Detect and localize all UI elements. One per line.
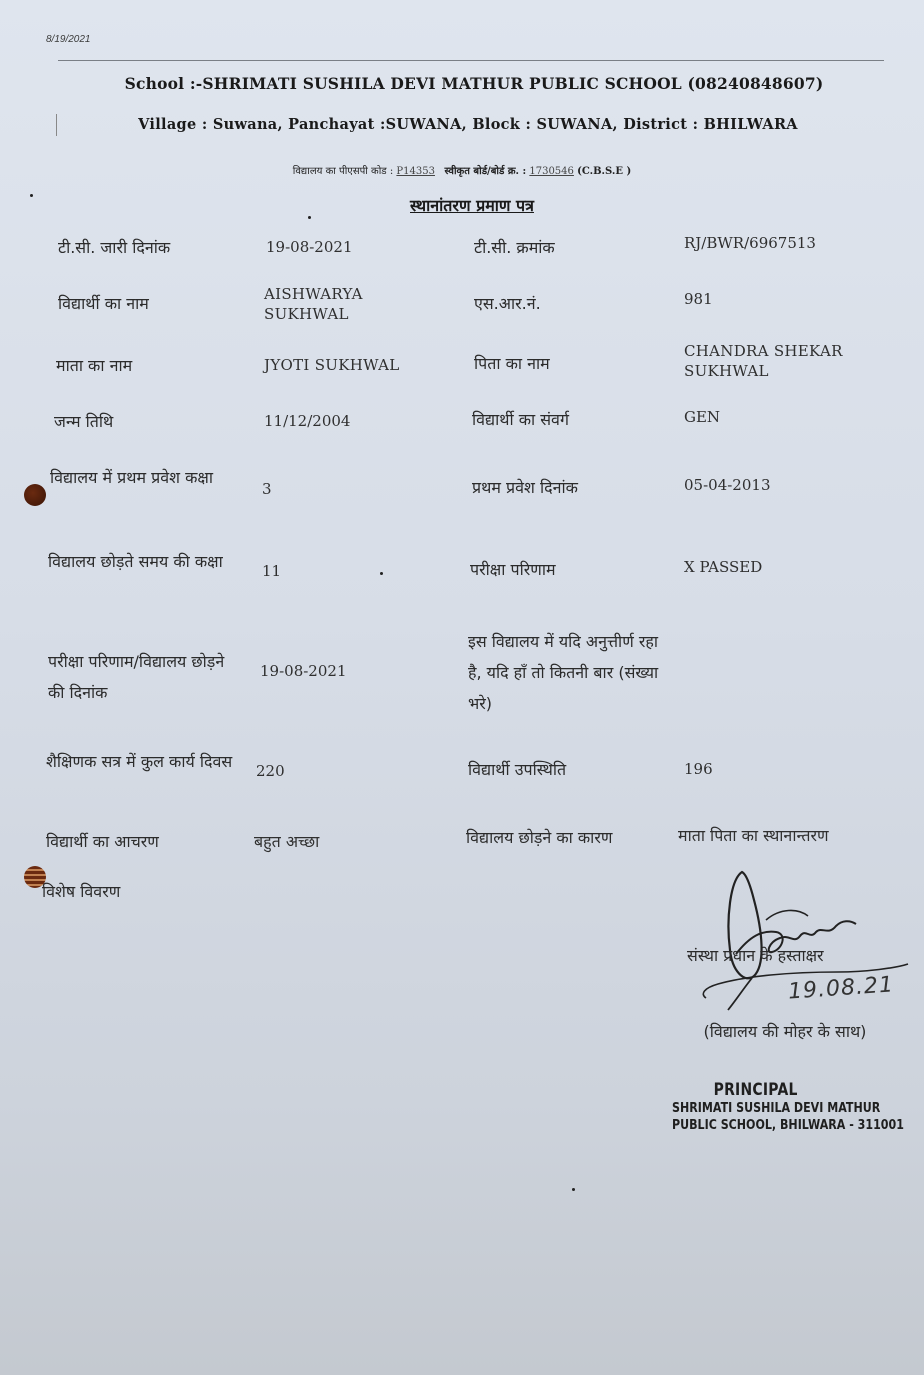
- first-admission-date-label: प्रथम प्रवेश दिनांक: [472, 478, 578, 497]
- school-address-line: Village : Suwana, Panchayat :SUWANA, Block : SUWANA, District : BHILWARA: [138, 116, 798, 133]
- mother-name-value: JYOTI SUKHWAL: [264, 356, 400, 374]
- print-date: 8/19/2021: [46, 34, 91, 45]
- punch-hole-mark: [24, 484, 46, 506]
- stamp-address-line: PUBLIC SCHOOL, BHILWARA - 311001: [672, 1116, 904, 1133]
- attendance-value: 196: [684, 760, 713, 778]
- category-label: विद्यार्थी का संवर्ग: [472, 410, 569, 429]
- board-name: (C.B.S.E ): [577, 166, 632, 177]
- student-name-label: विद्यार्थी का नाम: [58, 294, 149, 313]
- punch-hole-mark: [24, 866, 46, 888]
- father-name-label: पिता का नाम: [474, 354, 550, 373]
- tc-number-value: RJ/BWR/6967513: [684, 234, 816, 252]
- category-value: GEN: [684, 408, 721, 426]
- psp-code-label: विद्यालय का पीएसपी कोड :: [292, 166, 394, 177]
- first-admission-class-value: 3: [262, 480, 272, 498]
- result-leaving-date-label: परीक्षा परिणाम/विद्यालय छोड़ने की दिनांक: [48, 652, 225, 703]
- birth-date-value: 11/12/2004: [264, 412, 351, 430]
- failed-count-label: इस विद्यालय में यदि अनुत्तीर्ण रहा है, यदि हाँ तो कितनी बार (संख्या भरे): [468, 632, 659, 714]
- conduct-value: बहुत अच्छा: [254, 832, 320, 851]
- tc-issue-date-label: टी.सी. जारी दिनांक: [58, 238, 171, 257]
- signature-date: 19.08.21: [787, 972, 895, 1005]
- first-admission-date-value: 05-04-2013: [684, 476, 771, 494]
- speck: [308, 216, 311, 219]
- speck: [380, 572, 383, 575]
- leaving-reason-value: माता पिता का स्थानान्तरण: [678, 826, 829, 845]
- tc-issue-date-value: 19-08-2021: [266, 238, 353, 256]
- student-name-value: AISHWARYA SUKHWAL: [264, 285, 363, 324]
- leaving-reason-label: विद्यालय छोड़ने का कारण: [466, 828, 613, 847]
- leaving-class-value: 11: [262, 562, 282, 580]
- principal-stamp: [672, 1080, 904, 1134]
- document-title: स्थानांतरण प्रमाण पत्र: [410, 196, 534, 215]
- result-leaving-date-value: 19-08-2021: [260, 662, 347, 680]
- birth-date-label: जन्म तिथि: [54, 412, 114, 431]
- stamp-title: PRINCIPAL: [713, 1080, 798, 1100]
- father-name-value: CHANDRA SHEKAR SUKHWAL: [684, 342, 843, 381]
- psp-code: P14353: [396, 166, 435, 177]
- board-code: 1730546: [529, 166, 574, 177]
- stamp-school-line: SHRIMATI SUSHILA DEVI MATHUR: [672, 1100, 881, 1116]
- top-divider: [58, 60, 884, 61]
- exam-result-value: X PASSED: [684, 558, 763, 576]
- signature-label: संस्था प्रधान के हस्ताक्षर: [687, 946, 824, 965]
- total-working-days-value: 220: [256, 762, 285, 780]
- school-codes-line: [0, 163, 924, 177]
- speck: [572, 1188, 575, 1191]
- sr-number-value: 981: [684, 290, 713, 308]
- sr-number-label: एस.आर.नं.: [474, 294, 541, 313]
- seal-note: (विद्यालय की मोहर के साथ): [703, 1022, 867, 1041]
- first-admission-class-label: विद्यालय में प्रथम प्रवेश कक्षा: [50, 468, 213, 487]
- school-name-line: School :-SHRIMATI SUSHILA DEVI MATHUR PUBLIC SCHOOL (08240848607): [124, 74, 824, 93]
- attendance-label: विद्यार्थी उपस्थिति: [468, 760, 567, 779]
- conduct-label: विद्यार्थी का आचरण: [46, 832, 159, 851]
- speck: [30, 194, 33, 197]
- leaving-class-label: विद्यालय छोड़ते समय की कक्षा: [48, 552, 223, 571]
- mother-name-label: माता का नाम: [56, 356, 133, 375]
- tc-number-label: टी.सी. क्रमांक: [474, 238, 555, 257]
- remarks-label: विशेष विवरण: [42, 882, 121, 901]
- total-working-days-label: शैक्षिणक सत्र में कुल कार्य दिवस: [46, 752, 233, 771]
- board-label: स्वीकृत बोर्ड/बोर्ड क्र. :: [444, 166, 527, 177]
- exam-result-label: परीक्षा परिणाम: [470, 560, 556, 579]
